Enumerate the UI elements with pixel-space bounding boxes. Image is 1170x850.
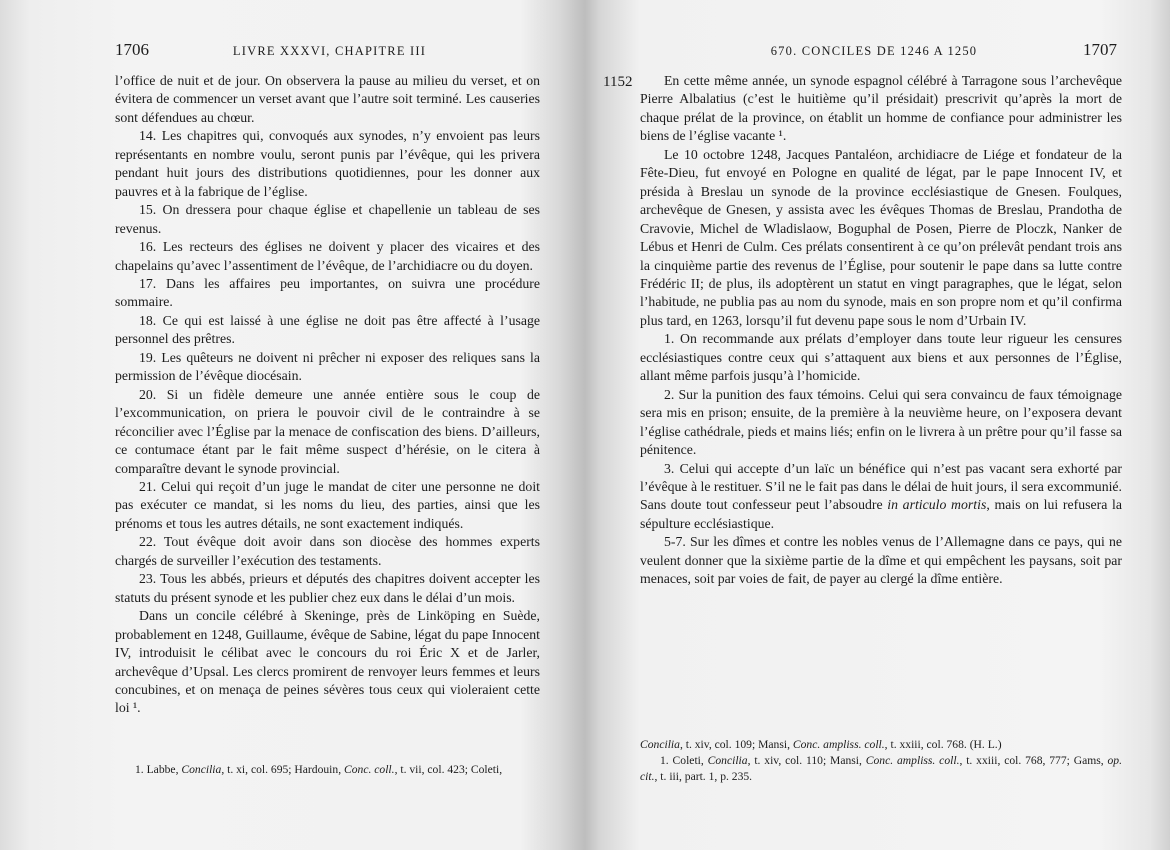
paragraph: 15. On dressera pour chaque église et chapellenie un tableau de ses revenus. — [115, 202, 540, 236]
left-body-text — [115, 72, 540, 718]
latin-phrase: in articulo mortis — [887, 497, 987, 513]
footnote-text: , t. xxiii, col. 768. (H. L.) — [884, 738, 1002, 751]
left-running-head: LIVRE XXXVI, CHAPITRE III — [232, 44, 427, 58]
paragraph: 2. Sur la punition des faux témoins. Celui qui sera convaincu de faux témoignage sera mis en prison; ensuite, de la première à la neuvième heure, on l’exposera devant l’église cathédrale, pieds et mains liés; enfin on le livrera à un prêtre pour qu’il fasse sa pénitence. — [640, 386, 1122, 458]
paragraph: 23. Tous les abbés, prieurs et députés des chapitres doivent accepter les statuts du présent synode et les publier chez eux dans le délai d’un mois. — [115, 571, 540, 605]
footnote-continuation — [640, 737, 1122, 753]
right-footnotes — [640, 737, 1122, 785]
right-page — [585, 0, 1170, 850]
paragraph: 5-7. Sur les dîmes et contre les nobles venus de l’Allemagne dans ce pays, qui ne veulent donner que la sixième partie de la dîme et qui empêchent les paysans, soit par menaces, soit par voies de fait, de payer au clergé la dîme entière. — [640, 534, 1122, 587]
paragraph: 21. Celui qui reçoit d’un juge le mandat de citer une personne ne doit pas exécuter ce mandat, si les noms du lieu, des parties, ainsi que les prénoms et tous les autres détails, ne sont exactement indiqués. — [115, 478, 540, 531]
footnote-text: , t. xxiii, col. 768, 777; Gams, — [959, 754, 1108, 767]
right-page-number: 1707 — [1083, 40, 1117, 59]
footnote-text: , t. iii, part. 1, p. 235. — [654, 770, 753, 783]
paragraph-text: , mais on lui refusera la sépulture ecclésiastique. — [640, 497, 1122, 531]
paragraph: l’office de nuit et de jour. On observera la pause au milieu du verset, et on évitera de commencer un verset avant que l’autre soit terminé. Les causeries sont défendues au chœur. — [115, 73, 540, 125]
footnote-italic: Conc. coll. — [344, 763, 395, 776]
footnote-italic: Conc. ampliss. coll. — [792, 738, 885, 751]
paragraph: 1. On recommande aux prélats d’employer dans toute leur rigueur les censures ecclésiastiques contre ceux qui s’attaquent aux biens et aux personnes de l’Église, allant même parfois jusqu’à l’homicide. — [640, 331, 1122, 384]
paragraph: 14. Les chapitres qui, convoqués aux synodes, n’y envoient pas leurs représentants en nombre voulu, seront punis par l’évêque, qui les privera pendant huit jours des distributions quotidiennes, pour les donner aux pauvres et à la fabrique de l’église. — [115, 128, 540, 199]
paragraph: 17. Dans les affaires peu importantes, on suivra une procédure sommaire. — [115, 275, 540, 310]
footnote — [640, 753, 1122, 785]
footnote-italic: Concilia — [707, 754, 748, 767]
footnote — [115, 762, 540, 778]
margin-year: 1152 — [603, 74, 633, 90]
paragraph: 16. Les recteurs des églises ne doivent y placer des vicaires et des chapelains qu’avec l’assentiment de l’évêque, de l’archidiacre ou du doyen. — [115, 239, 540, 273]
footnote-text: , t. xiv, col. 109; Mansi, — [679, 738, 793, 751]
right-running-head: 670. CONCILES DE 1246 A 1250 — [770, 44, 978, 58]
paragraph-text: 3. Celui qui accepte d’un laïc un bénéfice qui n’est pas vacant sera exhorté par l’évêque à le restituer. S’il ne le fait pas dans le délai de huit jours, il sera excommunié. Sans doute tout confesseur peut l’absoudre — [640, 460, 1122, 513]
paragraph: 18. Ce qui est laissé à une église ne doit pas être affecté à l’usage personnel des prêtres. — [115, 312, 540, 347]
footnote-italic: Conc. ampliss. coll. — [865, 754, 960, 767]
footnote-text: 1. Coleti, — [660, 754, 708, 767]
paragraph: 19. Les quêteurs ne doivent ni prêcher ni exposer des reliques sans la permission de l’évêque diocésain. — [115, 349, 540, 384]
paragraph: Dans un concile célébré à Skeninge, près de Linköping en Suède, probablement en 1248, Guillaume, évêque de Sabine, légat du pape Innocent IV, introduisit le célibat avec le concours du roi Éric X et de Jarler, archevêque d’Upsal. Les clercs promirent de renvoyer leurs femmes et leurs concubines, et on menaça de peines sévères tous ceux qui violeraient cette loi ¹. — [115, 608, 540, 716]
footnote-text: , t. xi, col. 695; Hardouin, — [221, 763, 344, 776]
left-page-number: 1706 — [115, 40, 149, 59]
footnote-italic: Concilia — [181, 763, 222, 776]
left-header — [115, 40, 540, 64]
paragraph — [640, 460, 1122, 534]
footnote-italic: op. cit. — [640, 754, 1122, 783]
footnote-number: 1. — [135, 763, 144, 776]
right-header — [635, 40, 1117, 64]
paragraph: En cette même année, un synode espagnol célébré à Tarragone sous l’archevêque Pierre Albalatius (c’est le huitième qu’il présidait) prescrivit qu’après la mort de chaque prélat de la province, on établit un homme de confiance pour administrer les biens de l’église vacante ¹. — [640, 73, 1122, 144]
footnote-italic: Concilia — [640, 738, 680, 751]
paragraph: 22. Tout évêque doit avoir dans son diocèse des hommes experts chargés de surveiller l’exécution des testaments. — [115, 534, 540, 568]
left-footnotes — [115, 762, 540, 778]
right-body-text — [640, 72, 1122, 589]
footnote-text: Labbe, — [143, 763, 182, 776]
paragraph: 20. Si un fidèle demeure une année entière sous le coup de l’excommunication, on priera le pouvoir civil de le contraindre à se réconcilier avec l’Église par la menace de confiscation des biens. D’ailleurs, ce contumace étant par le fait même suspect d’hérésie, on le citera à comparaître devant le synode provincial. — [115, 386, 540, 476]
paragraph: Le 10 octobre 1248, Jacques Pantaléon, archidiacre de Liége et fondateur de la Fête-Dieu, fut envoyé en Pologne en qualité de légat, par le pape Innocent IV, et présida à Breslau un synode de la province ecclésiastique de Gnesen. Foulques, archevêque de Gnesen, y assista avec les évêques Thomas de Breslau, Prandotha de Cravovie, Michel de Wladislaow, Boguphal de Posen, Pierre de Ploczk, Nanker de Lébus et Henri de Culm. Ces prélats consentirent à ce qu’on prélevât pendant trois ans la cinquième partie des revenus de l’Église, pour soutenir le pape dans sa lutte contre Frédéric II; de plus, ils adoptèrent un statut en vingt paragraphes, que le légat, selon l’habitude, ne publia pas au nom du synode, mais en son propre nom et qu’il confirma plus tard, en 1263, lorsqu’il fut devenu pape sous le nom d’Urbain IV. — [640, 146, 1122, 328]
footnote-text: , t. vii, col. 423; Coleti, — [394, 763, 503, 776]
footnote-text: , t. xiv, col. 110; Mansi, — [747, 754, 866, 767]
